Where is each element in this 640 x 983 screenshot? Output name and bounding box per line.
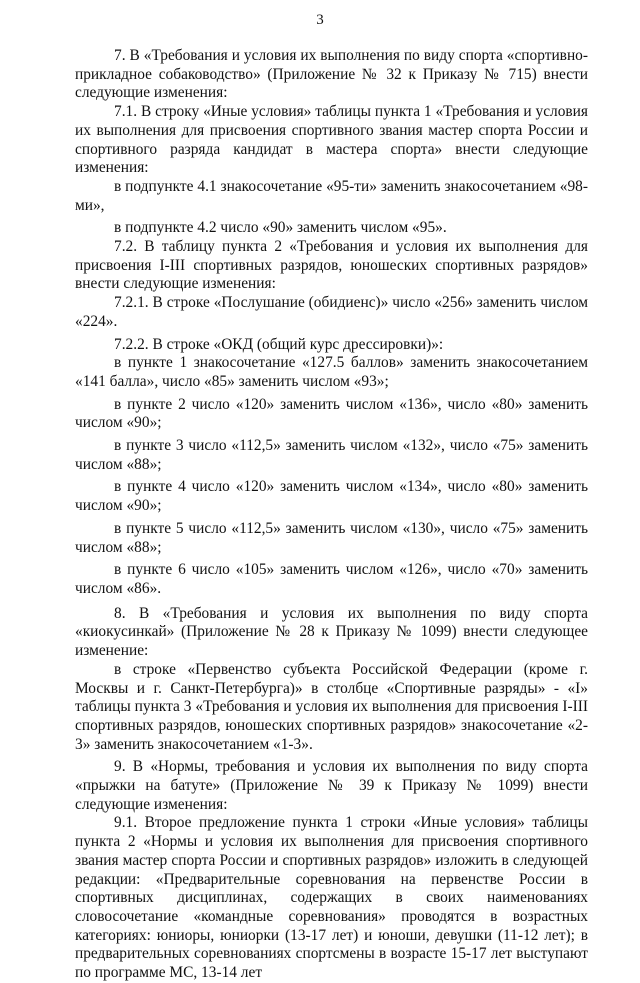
paragraph: 7.1. В строку «Иные условия» таблицы пункта 1 «Требования и условия их выполнения для присвоения спортивного звания мастер спорта России и спортивного разряда кандидат в мастера спорта» внести следующие изменения: xyxy=(75,103,588,177)
paragraph: 7.2.2. В строке «ОКД (общий курс дрессировки)»: xyxy=(114,335,444,353)
paragraph: в подпункте 4.1 знакосочетание «95-ти» заменить знакосочетанием «98-ми», xyxy=(75,177,588,214)
paragraph: 9. В «Нормы, требования и условия их выполнения по виду спорта «прыжки на батуте» (Приложение № 39 к Приказу № 1099) внести следующие изменения: xyxy=(75,758,588,813)
paragraph: в пункте 1 знакосочетание «127.5 баллов» заменить знакосочетанием «141 балла», число «85» заменить числом «93»; xyxy=(75,354,588,390)
paragraph: в пункте 5 число «112,5» заменить числом «130», число «75» заменить числом «88»; xyxy=(75,519,588,556)
paragraph: в пункте 4 число «120» заменить числом «134», число «80» заменить числом «90»; xyxy=(75,478,588,515)
document-body xyxy=(75,47,588,983)
paragraph: в пункте 2 число «120» заменить числом «136», число «80» заменить числом «90»; xyxy=(75,395,588,432)
paragraph: 7. В «Требования и условия их выполнения по виду спорта «спортивно-прикладное собаководство» (Приложение № 32 к Приказу № 715) внести следующие изменения: xyxy=(75,47,588,102)
paragraph: в пункте 6 число «105» заменить числом «126», число «70» заменить числом «86». xyxy=(75,561,588,597)
paragraph: 7.2.1. В строке «Послушание (обидиенс)» число «256» заменить числом «224». xyxy=(75,294,588,330)
paragraph: в пункте 3 число «112,5» заменить числом «132», число «75» заменить числом «88»; xyxy=(75,437,588,473)
page-number: 3 xyxy=(316,12,324,28)
paragraph: в строке «Первенство субъекта Российской Федерации (кроме г. Москвы и г. Санкт-Петербурга)» в столбце «Спортивные разряды» - «I» таблицы пункта 3 «Требования и условия их выполнения для присвоения I-III спортивных разрядов, юношеских спортивных разрядов» знакосочетание «2-3» заменить знакосочетанием «1-3». xyxy=(75,660,588,753)
paragraph: 9.1. Второе предложение пункта 1 строки «Иные условия» таблицы пункта 2 «Нормы и условия их выполнения для присвоения спортивного звания мастер спорта России и спортивных разрядов» изложить в следующей редакции: «Предварительные соревнования на первенстве России в спортивных дисциплинах, содержащих в своих наименованиях словосочетание «командные соревнования» проводятся в возрастных категориях: юниоры, юниорки (13-17 лет) и юноши, девушки (11-12 лет); в предварительных соревнованиях спортсмены в возрасте 15-17 лет выступают по программе МС, 13-14 лет xyxy=(75,814,588,982)
paragraph: 8. В «Требования и условия их выполнения по виду спорта «киокусинкай» (Приложение № 28 к Приказу № 1099) внести следующее изменение: xyxy=(75,604,588,660)
paragraph: 7.2. В таблицу пункта 2 «Требования и условия их выполнения для присвоения I-III спортивных разрядов, юношеских спортивных разрядов» внести следующие изменения: xyxy=(75,238,588,293)
paragraph: в подпункте 4.2 число «90» заменить числом «95». xyxy=(114,219,447,237)
